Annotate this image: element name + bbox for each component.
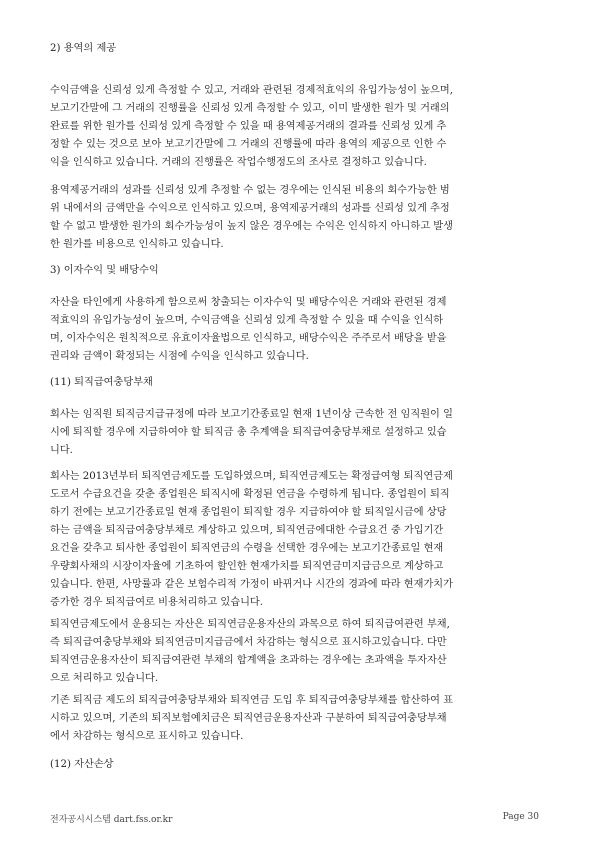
text-line: 있습니다. 한편, 사망률과 같은 보험수리적 가정이 바뀌거나 시간의 경과에 따라 현재가치가: [50, 579, 453, 590]
text-line: 회사는 2013년부터 퇴직연금제도를 도입하였으며, 퇴직연금제도는 확정급여형 퇴직연금제: [50, 471, 453, 482]
text-line: 익을 인식하고 있습니다. 거래의 진행률은 작업수행정도의 조사로 결정하고 있습니다.: [50, 157, 427, 168]
text-line: (12) 자산손상: [50, 759, 114, 770]
text-line: 요건을 갖추고 퇴사한 종업원이 퇴직연금의 수령을 선택한 경우에는 보고기간종료일 현재: [50, 543, 444, 554]
heading-interest-dividend: [50, 262, 545, 280]
text-line: 3) 이자수익 및 배당수익: [50, 265, 159, 276]
text-line: 시하고 있으며, 기존의 퇴직보험예치금은 퇴직연금운용자산과 구분하여 퇴직급여충당부채: [50, 713, 447, 724]
paragraph-pension-assets: [50, 616, 545, 688]
heading-service-provision: [50, 40, 545, 58]
paragraph-interest-dividend: [50, 294, 545, 366]
paragraph-service-unreliable: [50, 182, 545, 254]
text-line: 할 수 없고 발생한 원가의 회수가능성이 높지 않은 경우에는 수익은 인식하지 아니하고 발생: [50, 221, 453, 232]
text-line: 도로서 수급요건을 갖춘 종업원은 퇴직시에 확정된 연금을 수령하게 됩니다. 종업원이 퇴직: [50, 489, 450, 500]
text-line: 정할 수 있는 것으로 보아 보고기간말에 그 거래의 진행률에 따라 용역의 제공으로 인한 수: [50, 139, 447, 150]
text-line: 용역제공거래의 성과를 신뢰성 있게 추정할 수 없는 경우에는 인식된 비용의 회수가능한 범: [50, 185, 450, 196]
text-line: 니다.: [50, 445, 73, 456]
text-line: 자산을 타인에게 사용하게 함으로써 창출되는 이자수익 및 배당수익은 거래와 관련된 경제: [50, 297, 447, 308]
text-line: 한 원가를 비용으로 인식하고 있습니다.: [50, 239, 224, 250]
text-line: 위 내에서의 금액만을 수익으로 인식하고 있으며, 용역제공거래의 성과를 신뢰성 있게 추정: [50, 203, 450, 214]
paragraph-pension-plan: [50, 468, 545, 612]
text-line: 시에 퇴직할 경우에 지급하여야 할 퇴직금 총 추계액을 퇴직급여충당부채로 설정하고 있습: [50, 427, 447, 438]
text-line: (11) 퇴직급여충당부채: [50, 377, 153, 388]
text-line: 완료를 위한 원가를 신뢰성 있게 측정할 수 있을 때 용역제공거래의 결과를 신뢰성 있게 추: [50, 121, 447, 132]
footer-source: 전자공시시스템 dart.fss.or.kr: [50, 815, 173, 825]
text-line: 에서 차감하는 형식으로 표시하고 있습니다.: [50, 731, 244, 742]
text-line: 퇴직연금제도에서 운용되는 자산은 퇴직연금운용자산의 과목으로 하여 퇴직급여관련 부채,: [50, 619, 450, 630]
footer-page-number: Page 30: [502, 812, 539, 822]
text-line: 증가한 경우 퇴직급여로 비용처리하고 있습니다.: [50, 597, 264, 608]
text-line: 즉 퇴직급여충당부채와 퇴직연금미지급금에서 차감하는 형식으로 표시하고있습니다. 다만: [50, 637, 447, 648]
text-line: 하는 금액을 퇴직급여충당부채로 계상하고 있으며, 퇴직연금에대한 수급요건 중 가입기간: [50, 525, 444, 536]
text-line: 으로 처리하고 있습니다.: [50, 673, 159, 684]
paragraph-legacy-plan: [50, 692, 545, 746]
text-line: 권리와 금액이 확정되는 시점에 수익을 인식하고 있습니다.: [50, 351, 309, 362]
text-line: 2) 용역의 제공: [50, 43, 117, 54]
paragraph-retirement-policy: [50, 406, 545, 460]
text-line: 수익금액을 신뢰성 있게 측정할 수 있고, 거래와 관련된 경제적효익의 유입가능성이 높으며,: [50, 85, 453, 96]
text-line: 보고기간말에 그 거래의 진행률을 신뢰성 있게 측정할 수 있고, 이미 발생한 원가 및 거래의: [50, 103, 450, 114]
heading-retirement-provision: [50, 374, 545, 392]
text-line: 하기 전에는 보고기간종료일 현재 종업원이 퇴직할 경우 지급하여야 할 퇴직일시금에 상당: [50, 507, 447, 518]
paragraph-service-revenue: [50, 82, 545, 172]
heading-asset-impairment: [50, 756, 545, 774]
text-line: 우량회사채의 시장이자율에 기초하여 할인한 현재가치를 퇴직연금미지급금으로 계상하고: [50, 561, 444, 572]
text-line: 회사는 임직원 퇴직금지급규정에 따라 보고기간종료일 현재 1년이상 근속한 전 임직원이 일: [50, 409, 453, 420]
text-line: 적효익의 유입가능성이 높으며, 수익금액을 신뢰성 있게 측정할 수 있을 때 수익을 인식하: [50, 315, 444, 326]
text-line: 기존 퇴직금 제도의 퇴직급여충당부채와 퇴직연금 도입 후 퇴직급여충당부채를 합산하여 표: [50, 695, 454, 706]
text-line: 며, 이자수익은 원칙적으로 유효이자율법으로 인식하고, 배당수익은 주주로서 배당을 받을: [50, 333, 447, 344]
text-line: 퇴직연금운용자산이 퇴직급여관련 부채의 합계액을 초과하는 경우에는 초과액을 투자자산: [50, 655, 447, 666]
